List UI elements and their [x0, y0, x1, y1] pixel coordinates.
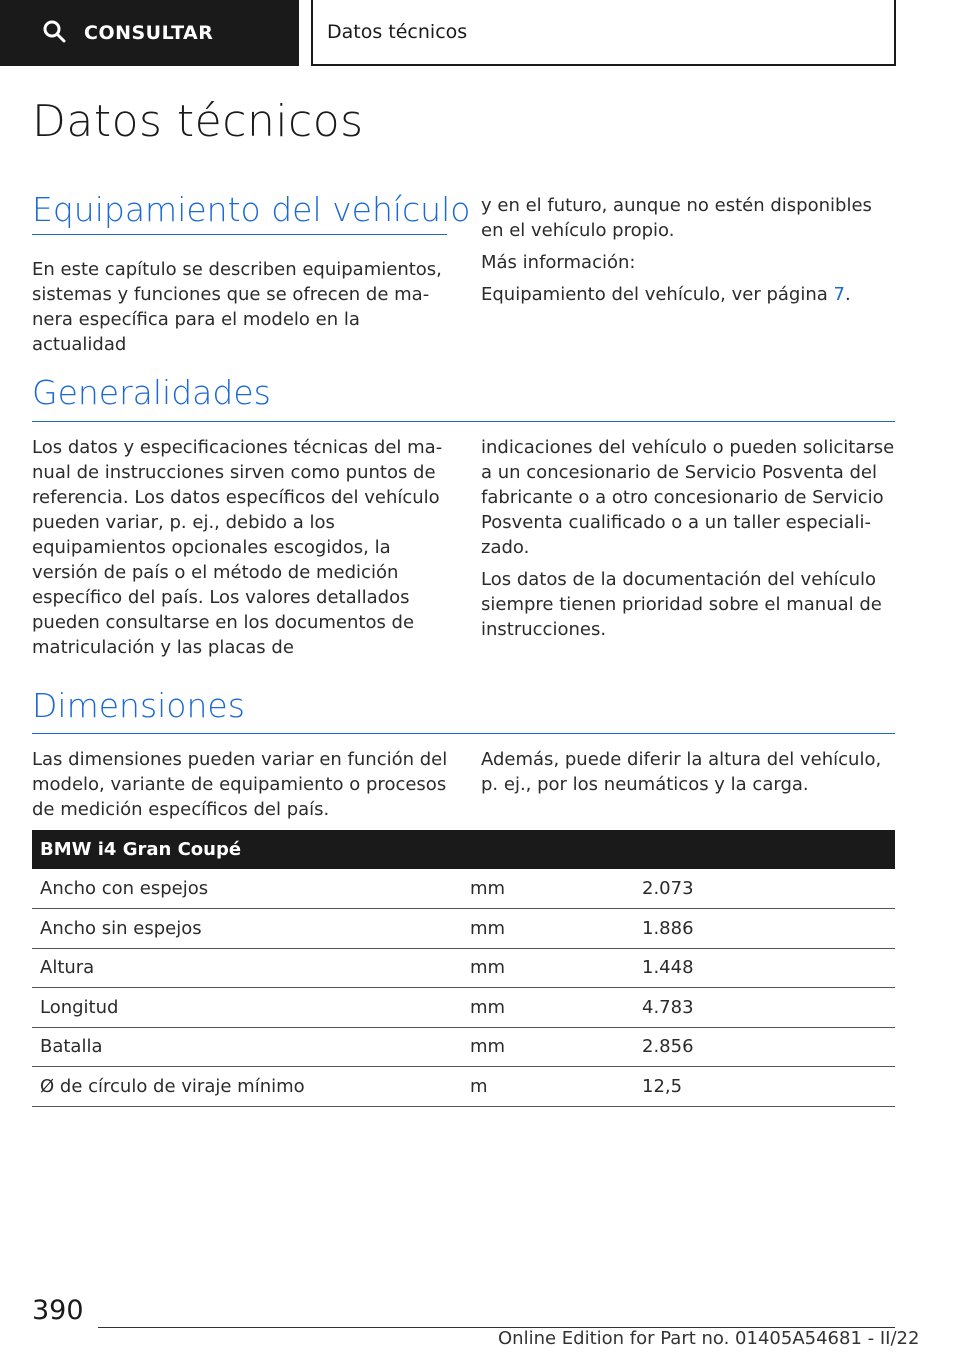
spec-value: 2.856: [642, 1027, 895, 1067]
paragraph: Las dimensiones pueden variar en función del modelo, variante de equipamiento o procesos de medición específicos del país.: [32, 749, 448, 820]
table-row: [32, 909, 895, 949]
paragraph: En este capítulo se describen equipamientos, sistemas y funciones que se ofrecen de manera específica para el modelo en la actualidad: [32, 259, 442, 355]
spec-name: Ø de círculo de viraje mínimo: [32, 1067, 470, 1107]
table-header-row: [32, 830, 895, 869]
equipamiento-col1: [32, 257, 450, 364]
spec-value: 2.073: [642, 869, 895, 909]
link-suffix: .: [844, 284, 851, 305]
paragraph: Más información:: [481, 252, 636, 273]
consult-tab[interactable]: [0, 0, 299, 66]
table-row: [32, 869, 895, 909]
spec-name: Ancho con espejos: [32, 869, 470, 909]
spec-unit: mm: [470, 869, 642, 909]
link-prefix: Equipamiento del vehículo, ver página: [481, 284, 834, 305]
spec-value: 1.448: [642, 948, 895, 988]
spec-name: Altura: [32, 948, 470, 988]
spec-unit: mm: [470, 1027, 642, 1067]
generalidades-col2: [481, 435, 895, 649]
paragraph-with-link: [481, 282, 895, 307]
table-row: [32, 1027, 895, 1067]
section-heading-generalidades: Generalidades: [32, 373, 271, 412]
spec-unit: mm: [470, 948, 642, 988]
dimensions-table: [32, 830, 895, 1107]
section-rule: [32, 733, 895, 734]
paragraph: y en el futuro, aunque no estén disponibles en el vehículo propio.: [481, 195, 872, 241]
spec-unit: mm: [470, 988, 642, 1028]
dimensiones-col2: [481, 747, 895, 804]
paragraph: Además, puede diferir la altura del vehículo, p. ej., por los neumáticos y la carga.: [481, 749, 882, 795]
page-title: Datos técnicos: [32, 96, 364, 147]
page-link[interactable]: 7: [833, 284, 845, 305]
spec-unit: m: [470, 1067, 642, 1107]
spec-name: Batalla: [32, 1027, 470, 1067]
table-row: [32, 948, 895, 988]
dimensiones-col1: [32, 747, 450, 829]
consult-label: CONSULTAR: [84, 22, 214, 44]
table-row: [32, 988, 895, 1028]
spec-value: 4.783: [642, 988, 895, 1028]
paragraph: indicaciones del vehículo o pueden solicitarse a un concesionario de Servicio Posventa del fabricante o a otro concesionario de Servicio Posventa cualificado o a un taller especializado.: [481, 437, 895, 558]
spec-name: Ancho sin espejos: [32, 909, 470, 949]
section-rule: [32, 234, 447, 235]
section-heading-equipamiento: Equipamiento del vehículo: [32, 190, 471, 229]
breadcrumb[interactable]: [311, 0, 896, 66]
page-number: 390: [32, 1295, 84, 1326]
top-bar: [0, 0, 960, 66]
paragraph: Los datos de la documentación del vehículo siempre tienen prioridad sobre el manual de instrucciones.: [481, 569, 882, 640]
paragraph: Los datos y especificaciones técnicas del manual de instrucciones sirven como puntos de referencia. Los datos específicos del vehículo pueden variar, p. ej., debido a los equipamientos opcionales escogidos, la versión de país o el método de medición específico del país. Los valores detallados pueden consultarse en los documentos de matriculación y las placas de: [32, 437, 443, 658]
search-icon: [42, 19, 66, 47]
spec-value: 1.886: [642, 909, 895, 949]
spec-name: Longitud: [32, 988, 470, 1028]
breadcrumb-label: Datos técnicos: [327, 21, 468, 43]
table-row: [32, 1067, 895, 1107]
section-rule: [32, 421, 895, 422]
equipamiento-col2: [481, 193, 895, 314]
spec-value: 12,5: [642, 1067, 895, 1107]
generalidades-col1: [32, 435, 450, 667]
edition-note: Online Edition for Part no. 01405A54681 - II/22: [498, 1328, 920, 1349]
table-header: BMW i4 Gran Coupé: [32, 830, 895, 869]
spec-unit: mm: [470, 909, 642, 949]
section-heading-dimensiones: Dimensiones: [32, 686, 245, 725]
